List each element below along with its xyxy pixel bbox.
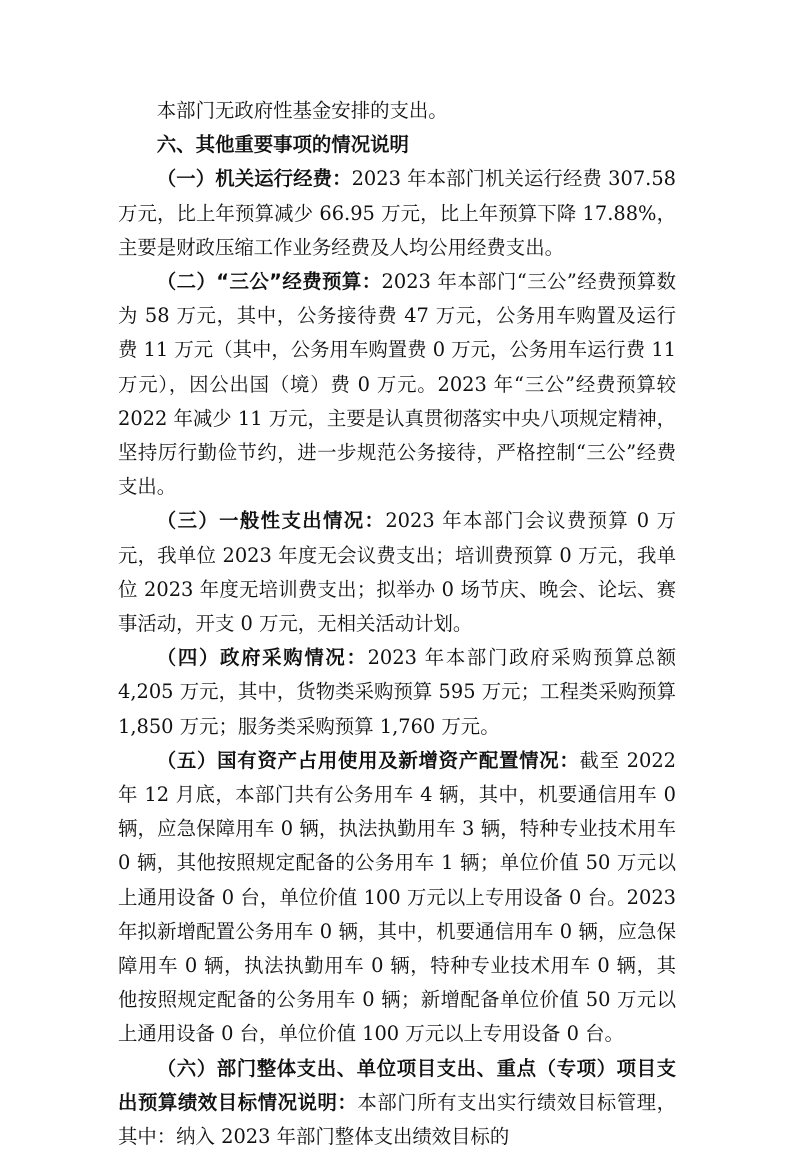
paragraph-text: 2023 年本部门政府采购预算总额 4,205 万元，其中，货物类采购预算 595 万元；工程类采购预算 1,850 万元；服务类采购预算 1,760 万元。 xyxy=(118,646,677,738)
paragraph-heading: （二）“三公”经费预算： xyxy=(156,270,382,294)
paragraph-heading: 六、其他重要事项的情况说明 xyxy=(156,133,409,157)
paragraph-heading: （五）国有资产占用使用及新增资产配置情况： xyxy=(156,748,580,772)
paragraph-no-fund-expenditure xyxy=(118,94,676,128)
paragraph-general-expenditure xyxy=(118,504,676,641)
section-heading-other-matters xyxy=(118,128,676,162)
paragraph-heading: （三）一般性支出情况： xyxy=(156,509,386,533)
paragraph-performance-targets xyxy=(118,1052,676,1154)
paragraph-text: 2023 年本部门机关运行经费 307.58 万元，比上年预算减少 66.95 万元，比上年预算下降 17.88%，主要是财政压缩工作业务经费及人均公用经费支出。 xyxy=(118,167,677,259)
paragraph-operating-expenses xyxy=(118,162,676,265)
paragraph-text: 2023 年本部门会议费预算 0 万元，我单位 2023 年度无会议费支出；培训费预算 0 万元，我单位 2023 年度无培训费支出；拟举办 0 场节庆、晚会、论坛、赛事活动，开支 0 万元，无相关活动计划。 xyxy=(118,509,676,636)
paragraph-heading: （六）部门整体支出、单位项目支出、重点（专项）项目支出预算绩效目标情况说明： xyxy=(118,1056,676,1114)
paragraph-state-assets xyxy=(118,744,676,1052)
paragraph-text: 2023 年本部门“三公”经费预算数为 58 万元，其中，公务接待费 47 万元，公务用车购置及运行费 11 万元（其中，公务用车购置费 0 万元，公务用车运行费 11 万元），因公出国（境）费 0 万元。2023 年“三公”经费预算较 2022 年减少 11 万元，主要是认真贯彻落实中央八项规定精神，坚持厉行勤俭节约，进一步规范公务接待，严格控制“三公”经费支出。 xyxy=(118,270,676,499)
paragraph-government-procurement xyxy=(118,641,676,744)
paragraph-text: 截至 2022 年 12 月底，本部门共有公务用车 4 辆，其中，机要通信用车 0 辆，应急保障用车 0 辆，执法执勤用车 3 辆，特种专业技术用车 0 辆，其他按照规定配备的公务用车 1 辆；单位价值 50 万元以上通用设备 0 台，单位价值 100 万元以上专用设备 0 台。2023 年拟新增配置公务用车 0 辆，其中，机要通信用车 0 辆，应急保障用车 0 辆，执法执勤用车 0 辆，特种专业技术用车 0 辆，其他按照规定配备的公务用车 0 辆；新增配备单位价值 50 万元以上通用设备 0 台，单位价值 100 万元以上专用设备 0 台。 xyxy=(118,748,677,1046)
document-body xyxy=(118,94,676,1154)
paragraph-heading: （一）机关运行经费： xyxy=(156,167,352,191)
paragraph-text: 本部门所有支出实行绩效目标管理，其中：纳入 2023 年部门整体支出绩效目标的 xyxy=(118,1090,677,1149)
paragraph-three-public-expenses xyxy=(118,265,676,504)
paragraph-heading: （四）政府采购情况： xyxy=(156,646,368,670)
paragraph-text: 本部门无政府性基金安排的支出。 xyxy=(156,99,448,122)
